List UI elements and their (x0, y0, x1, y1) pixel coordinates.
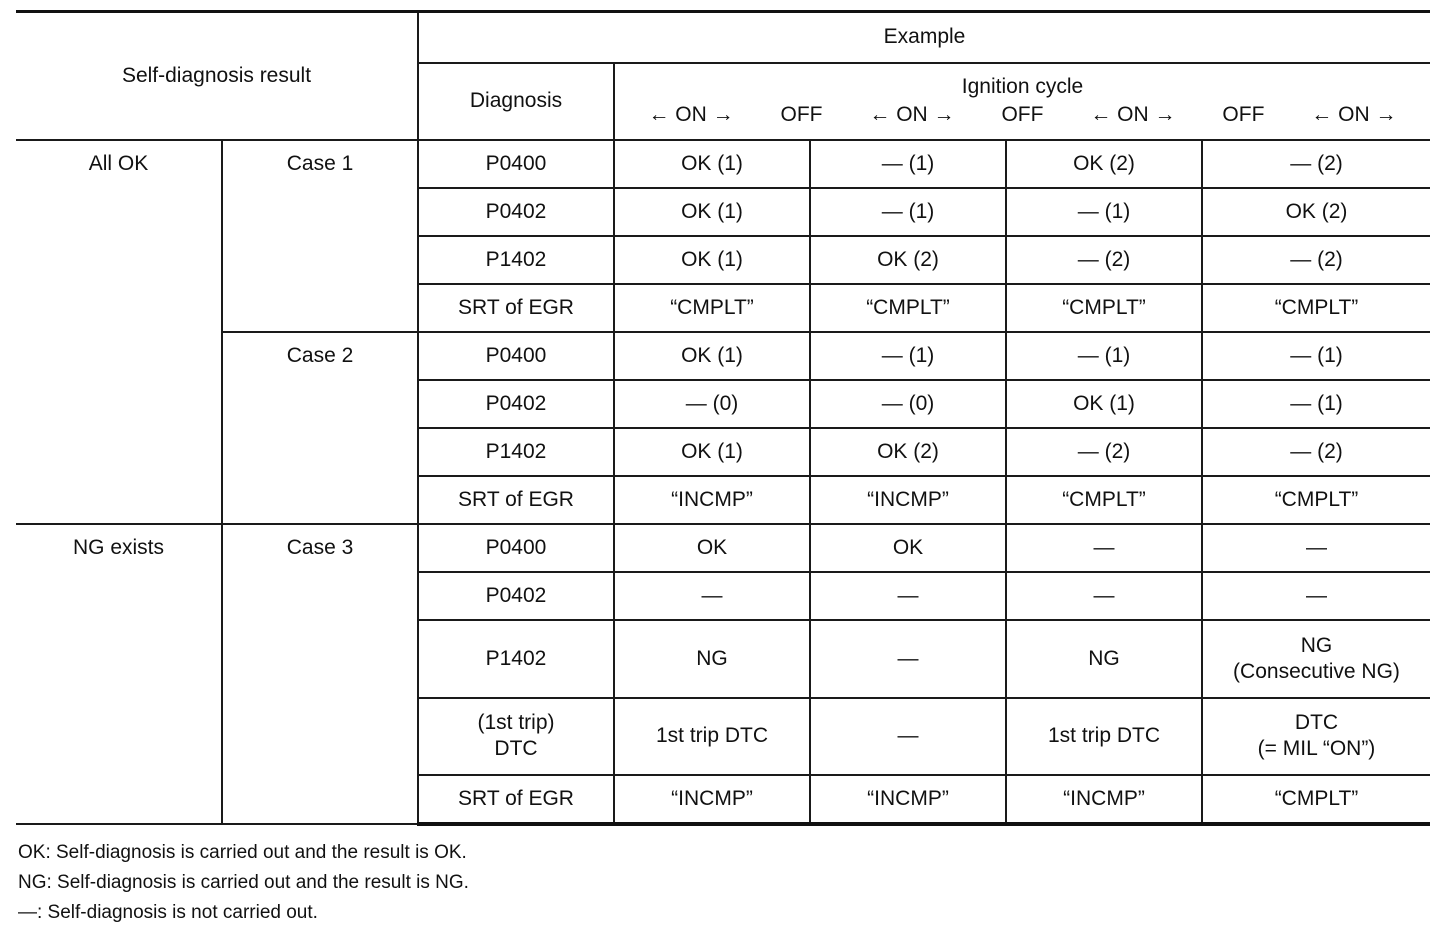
diagnosis-cell: P0402 (418, 380, 614, 428)
diagnosis-cell (418, 698, 614, 775)
value-cell: “INCMP” (614, 476, 810, 524)
diagnosis-cell: SRT of EGR (418, 476, 614, 524)
legend-not-carried-out: —: Self-diagnosis is not carried out. (18, 902, 318, 923)
diagnosis-cell: SRT of EGR (418, 775, 614, 824)
value-cell: “INCMP” (1006, 775, 1202, 824)
value-cell: — (2) (1202, 140, 1430, 188)
table-row (16, 524, 1430, 572)
table-row (16, 332, 1430, 380)
value-line: NG (1300, 633, 1333, 657)
diagnosis-cell: P0400 (418, 524, 614, 572)
case-2-label: Case 2 (222, 332, 418, 524)
value-cell: — (810, 620, 1006, 698)
diagnosis-cell: P1402 (418, 236, 614, 284)
value-cell: — (1) (1006, 332, 1202, 380)
value-line: (= MIL “ON”) (1257, 737, 1376, 760)
cycle-step-off: OFF (780, 103, 823, 126)
value-cell: OK (2) (810, 236, 1006, 284)
value-cell (1202, 620, 1430, 698)
value-cell: “INCMP” (810, 476, 1006, 524)
value-cell: OK (2) (1202, 188, 1430, 236)
case-1-label: Case 1 (222, 140, 418, 332)
value-cell: “CMPLT” (1202, 476, 1430, 524)
value-cell: “CMPLT” (1202, 775, 1430, 824)
cycle-step-off: OFF (1001, 103, 1044, 126)
value-cell: — (1202, 572, 1430, 620)
header-row-1 (16, 12, 1430, 63)
cycle-step-on: ← ON → (648, 103, 734, 126)
cycle-step-on: ← ON → (1090, 103, 1176, 126)
case-3-label: Case 3 (222, 524, 418, 824)
value-cell: — (2) (1006, 236, 1202, 284)
value-cell: — (614, 572, 810, 620)
value-cell: 1st trip DTC (614, 698, 810, 775)
diagnosis-line: DTC (494, 737, 538, 760)
value-cell: — (0) (614, 380, 810, 428)
value-cell: — (1) (810, 332, 1006, 380)
value-cell: — (1006, 524, 1202, 572)
value-cell: “CMPLT” (1006, 476, 1202, 524)
value-cell: — (2) (1202, 236, 1430, 284)
value-cell: — (1) (1006, 188, 1202, 236)
diagnosis-cell: P0402 (418, 188, 614, 236)
value-cell: — (810, 698, 1006, 775)
value-cell: — (0) (810, 380, 1006, 428)
header-self-diagnosis-result: Self-diagnosis result (16, 12, 418, 140)
diagnosis-cell: P0400 (418, 140, 614, 188)
value-cell: OK (810, 524, 1006, 572)
diagnosis-cell: P0400 (418, 332, 614, 380)
legend (18, 838, 469, 928)
value-cell: — (1) (810, 188, 1006, 236)
value-line: DTC (1294, 711, 1339, 734)
value-cell: — (1) (1202, 380, 1430, 428)
value-cell: OK (1) (614, 140, 810, 188)
cycle-step-on: ← ON → (869, 103, 955, 126)
diagnosis-cell: SRT of EGR (418, 284, 614, 332)
value-cell: “INCMP” (614, 775, 810, 824)
diagnosis-cell: P0402 (418, 572, 614, 620)
value-cell: “CMPLT” (614, 284, 810, 332)
value-cell: 1st trip DTC (1006, 698, 1202, 775)
value-cell: — (2) (1202, 428, 1430, 476)
ignition-cycle-sequence (619, 102, 1426, 128)
value-cell: NG (614, 620, 810, 698)
value-cell: — (1006, 572, 1202, 620)
group-all-ok: All OK (16, 140, 222, 524)
self-diagnosis-table (16, 10, 1430, 826)
header-example: Example (418, 12, 1430, 63)
value-cell: “CMPLT” (810, 284, 1006, 332)
value-cell: — (810, 572, 1006, 620)
group-ng-exists: NG exists (16, 524, 222, 824)
value-cell: OK (1) (614, 428, 810, 476)
value-cell: — (2) (1006, 428, 1202, 476)
legend-ok: OK: Self-diagnosis is carried out and the result is OK. (18, 842, 467, 863)
value-cell: “CMPLT” (1202, 284, 1430, 332)
value-cell: — (1) (810, 140, 1006, 188)
value-cell: “CMPLT” (1006, 284, 1202, 332)
diagnosis-line: (1st trip) (477, 711, 555, 734)
header-diagnosis: Diagnosis (418, 63, 614, 140)
value-cell: OK (614, 524, 810, 572)
diagnosis-cell: P1402 (418, 428, 614, 476)
legend-ng: NG: Self-diagnosis is carried out and the result is NG. (18, 872, 469, 893)
value-line: (Consecutive NG) (1233, 659, 1400, 683)
value-cell: — (1) (1202, 332, 1430, 380)
table-row (16, 140, 1430, 188)
value-cell: OK (2) (810, 428, 1006, 476)
diagnosis-table-container (16, 10, 1430, 826)
value-cell: OK (1) (614, 236, 810, 284)
diagnosis-cell: P1402 (418, 620, 614, 698)
value-cell: — (1202, 524, 1430, 572)
header-ignition-cycle (614, 63, 1430, 140)
value-cell (1202, 698, 1430, 775)
ignition-cycle-title: Ignition cycle (961, 75, 1084, 98)
value-cell: “INCMP” (810, 775, 1006, 824)
value-cell: OK (1) (1006, 380, 1202, 428)
value-cell: NG (1006, 620, 1202, 698)
value-cell: OK (1) (614, 332, 810, 380)
cycle-step-off: OFF (1222, 103, 1265, 126)
cycle-step-on: ← ON → (1311, 103, 1397, 126)
value-cell: OK (2) (1006, 140, 1202, 188)
value-cell: OK (1) (614, 188, 810, 236)
